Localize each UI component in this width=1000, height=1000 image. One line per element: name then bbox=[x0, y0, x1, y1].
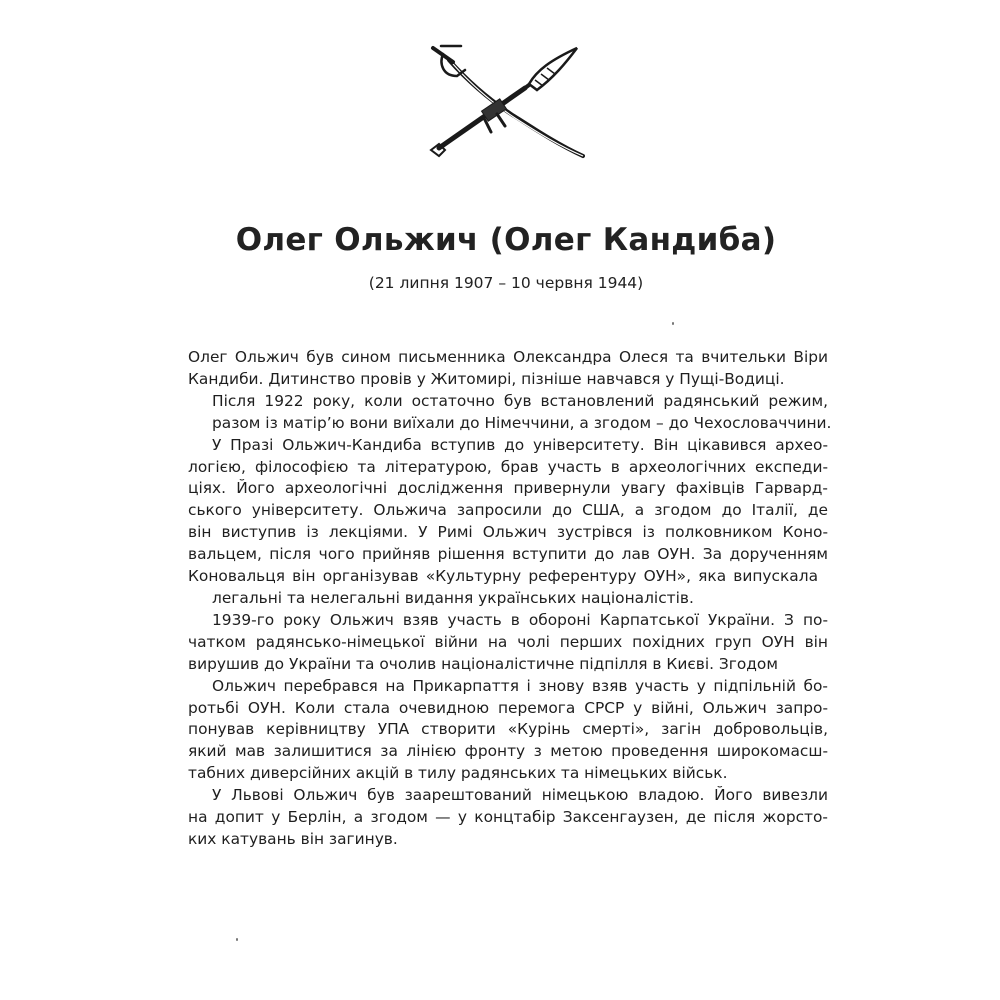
text-line: У Львові Ольжич був заарештований німецькою владою. Його вивезли bbox=[212, 786, 828, 805]
text-line: табних диверсійних акцій в тилу радянських та німецьких військ. bbox=[188, 764, 728, 783]
text-line: вирушив до України та очолив націоналістичне підпілля в Києві. Згодом bbox=[188, 654, 778, 673]
text-line: чатком радянсько-німецької війни на чолі перших похідних груп ОУН він bbox=[188, 632, 828, 651]
text-line: вальцем, після чого прийняв рішення вступити до лав ОУН. За дорученням bbox=[188, 545, 828, 564]
biography-text bbox=[188, 347, 832, 851]
scan-speck bbox=[236, 938, 238, 941]
text-line: ких катувань він загинув. bbox=[188, 829, 398, 848]
text-line: Кандиби. Дитинство провів у Житомирі, пізніше навчався у Пущі-Водиці. bbox=[188, 369, 785, 388]
text-line: понував керівництву УПА створити «Курінь смерті», загін добровольців, bbox=[188, 720, 828, 739]
text-line: він виступив із лекціями. У Римі Ольжич зустрівся із полковником Коно- bbox=[188, 523, 828, 542]
text-line: ціях. Його археологічні дослідження привернули увагу фахівців Гарвард- bbox=[188, 479, 828, 498]
text-line: 1939-го року Ольжич взяв участь в обороні Карпатської України. З по- bbox=[212, 610, 828, 629]
text-line: Після 1922 року, коли остаточно був встановлений радянський режим, bbox=[212, 391, 828, 410]
page-title: Олег Ольжич (Олег Кандиба) bbox=[235, 222, 777, 258]
text-line: Олег Ольжич був сином письменника Олександра Олеся та вчительки Віри bbox=[188, 348, 828, 366]
scan-speck bbox=[672, 322, 674, 325]
text-line: легальні та нелегальні видання українських націоналістів. bbox=[212, 588, 694, 607]
text-line: який мав залишитися за лінією фронту з метою проведення широкомасш- bbox=[188, 742, 828, 761]
text-line: на допит у Берлін, а згодом — у концтабір Заксенгаузен, де після жорсто- bbox=[188, 808, 828, 827]
text-line: У Празі Ольжич-Кандиба вступив до університету. Він цікавився архео- bbox=[212, 435, 828, 454]
crossed-weapons-icon bbox=[425, 40, 585, 162]
text-line: ського університету. Ольжича запросили до США, а згодом до Італії, де bbox=[188, 501, 828, 520]
life-dates: (21 липня 1907 – 10 червня 1944) bbox=[368, 274, 644, 292]
text-line: Коновальця він організував «Культурну референтуру ОУН», яка випускала bbox=[188, 567, 818, 586]
text-line: логією, філософією та літературою, брав участь в археологічних експеди- bbox=[188, 457, 828, 476]
text-line: разом із матір’ю вони виїхали до Німеччини, а згодом – до Чехословаччини. bbox=[212, 413, 832, 432]
text-line: Ольжич перебрався на Прикарпаття і знову взяв участь у підпільній бо- bbox=[212, 676, 828, 695]
text-line: ротьбі ОУН. Коли стала очевидною перемога СРСР у війні, Ольжич запро- bbox=[188, 698, 828, 717]
